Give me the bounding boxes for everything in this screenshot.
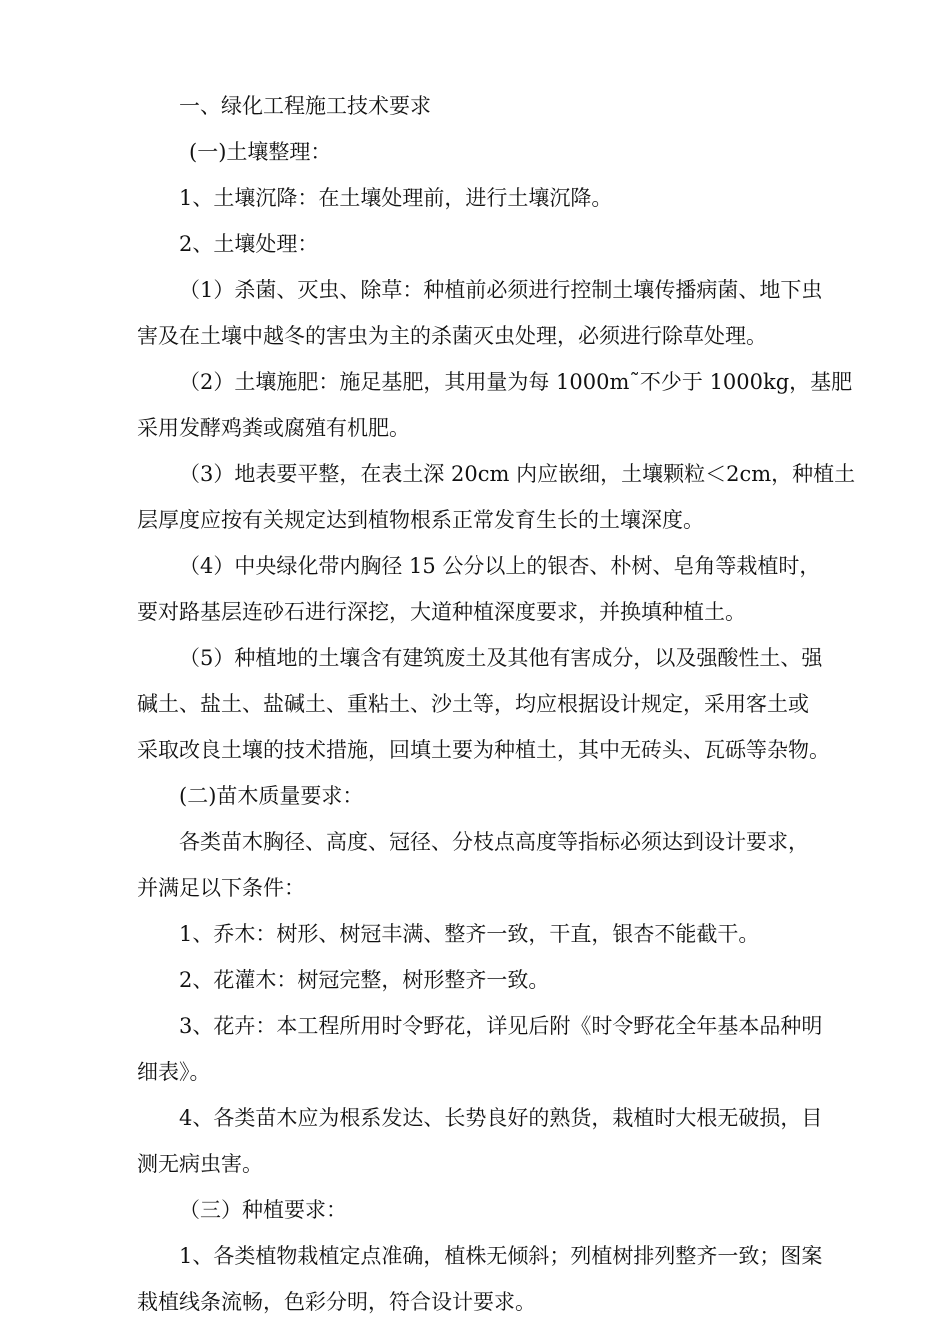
paragraph-line: 4、各类苗木应为根系发达、长势良好的熟货，栽植时大根无破损，目 [179, 1106, 823, 1130]
paragraph-line: 2、土壤处理： [179, 232, 319, 256]
paragraph-line: （2）土壤施肥：施足基肥，其用量为每 1000m˜不少于 1000kg，基肥 [179, 370, 853, 394]
paragraph-line: 各类苗木胸径、高度、冠径、分枝点高度等指标必须达到设计要求， [179, 830, 809, 854]
paragraph-line: （4）中央绿化带内胸径 15 公分以上的银杏、朴树、皂角等栽植时， [179, 554, 821, 578]
paragraph-line: （3）地表要平整，在表土深 20cm 内应嵌细，土壤颗粒＜2cm，种植土 [179, 462, 856, 486]
paragraph-line: 1、乔木：树形、树冠丰满、整齐一致，干直，银杏不能截干。 [179, 922, 760, 946]
paragraph-line: 测无病虫害。 [137, 1152, 263, 1176]
paragraph-line: 3、花卉：本工程所用时令野花，详见后附《时令野花全年基本品种明 [179, 1014, 823, 1038]
paragraph-line: 1、土壤沉降：在土壤处理前，进行土壤沉降。 [179, 186, 613, 210]
section-heading: 一、绿化工程施工技术要求 [179, 94, 431, 118]
paragraph-line: 碱土、盐土、盐碱土、重粘土、沙土等，均应根据设计规定，采用客土或 [137, 692, 809, 716]
paragraph-line: （5）种植地的土壤含有建筑废土及其他有害成分，以及强酸性土、强 [179, 646, 823, 670]
paragraph-line: 采取改良土壤的技术措施，回填土要为种植土，其中无砖头、瓦砾等杂物。 [137, 738, 830, 762]
subsection-heading: （三）种植要求： [179, 1198, 347, 1222]
paragraph-line: 并满足以下条件： [137, 876, 305, 900]
document-body [137, 83, 861, 1325]
paragraph-line: 害及在土壤中越冬的害虫为主的杀菌灭虫处理，必须进行除草处理。 [137, 324, 767, 348]
subsection-heading: (一)土壤整理： [189, 140, 332, 164]
paragraph-line: 层厚度应按有关规定达到植物根系正常发育生长的土壤深度。 [137, 508, 704, 532]
paragraph-line: 栽植线条流畅，色彩分明，符合设计要求。 [137, 1290, 536, 1314]
paragraph-line: 1、各类植物栽植定点准确，植株无倾斜；列植树排列整齐一致；图案 [179, 1244, 823, 1268]
paragraph-line: 要对路基层连砂石进行深挖，大道种植深度要求，并换填种植土。 [137, 600, 746, 624]
paragraph-line: 2、花灌木：树冠完整，树形整齐一致。 [179, 968, 550, 992]
subsection-heading: (二)苗木质量要求： [179, 784, 364, 808]
paragraph-line: （1）杀菌、灭虫、除草：种植前必须进行控制土壤传播病菌、地下虫 [179, 278, 823, 302]
paragraph-line: 细表》。 [137, 1060, 211, 1084]
paragraph-line: 采用发酵鸡粪或腐殖有机肥。 [137, 416, 410, 440]
